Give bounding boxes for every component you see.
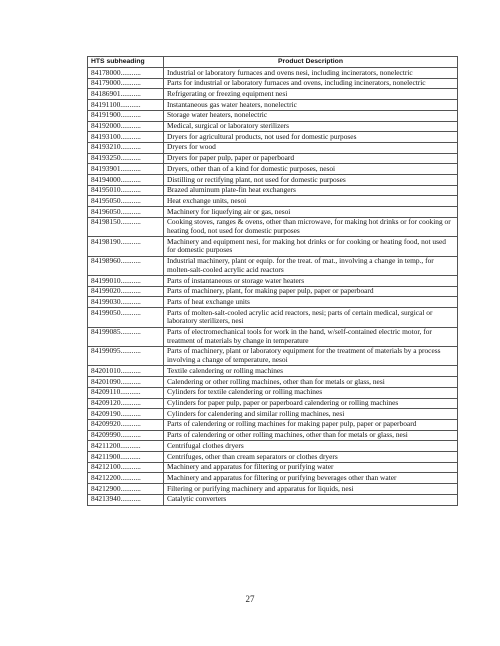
product-description-cell: Parts of calendering or rolling machines for making paper pulp, paper or paperboard — [164, 419, 458, 430]
table-row — [88, 142, 458, 153]
hts-code-cell: 84194000........... — [88, 175, 164, 186]
table-row — [88, 409, 458, 420]
table-row — [88, 327, 458, 346]
table-row — [88, 419, 458, 430]
product-description-cell: Industrial machinery, plant or equip. for the treat. of mat., involving a change in temp., for molten-salt-cooled acrylic acid reactors — [164, 256, 458, 275]
product-description-cell: Parts of molten-salt-cooled acrylic acid reactors, nesi; parts of certain medical, surgical or laboratory sterilizers, nesi — [164, 308, 458, 327]
hts-code-cell: 84209990........... — [88, 430, 164, 441]
hts-code-cell: 84178000........... — [88, 68, 164, 79]
hts-code-cell: 84198190........... — [88, 237, 164, 256]
hts-code-cell: 84211900........... — [88, 452, 164, 463]
product-description-cell: Cylinders for paper pulp, paper or paperboard calendering or rolling machines — [164, 398, 458, 409]
table-row — [88, 132, 458, 143]
table-row — [88, 308, 458, 327]
hts-code-cell: 84213940........... — [88, 494, 164, 505]
table-row — [88, 484, 458, 495]
hts-code-cell: 84209110........... — [88, 387, 164, 398]
table-row — [88, 175, 458, 186]
hts-code-cell: 84191900........... — [88, 110, 164, 121]
hts-code-cell: 84209920........... — [88, 419, 164, 430]
hts-code-cell: 84212200........... — [88, 473, 164, 484]
hts-code-cell: 84195010........... — [88, 185, 164, 196]
product-description-cell: Centrifugal clothes dryers — [164, 441, 458, 452]
hts-code-cell: 84212900........... — [88, 484, 164, 495]
product-description-cell: Cylinders for calendering and similar rolling machines, nesi — [164, 409, 458, 420]
product-description-cell: Storage water heaters, nonelectric — [164, 110, 458, 121]
table-row — [88, 441, 458, 452]
table-row — [88, 153, 458, 164]
product-description-cell: Dryers, other than of a kind for domestic purposes, nesoi — [164, 164, 458, 175]
table-row — [88, 452, 458, 463]
table-row — [88, 346, 458, 365]
table-row — [88, 366, 458, 377]
product-description-cell: Filtering or purifying machinery and apparatus for liquids, nesi — [164, 484, 458, 495]
table-row — [88, 89, 458, 100]
hts-code-cell: 84191100........... — [88, 100, 164, 111]
hts-code-cell: 84193250........... — [88, 153, 164, 164]
table-row — [88, 462, 458, 473]
product-description-cell: Dryers for wood — [164, 142, 458, 153]
hts-code-cell: 84199030........... — [88, 297, 164, 308]
table-row — [88, 68, 458, 79]
product-description-cell: Industrial or laboratory furnaces and ovens nesi, including incinerators, nonelectric — [164, 68, 458, 79]
hts-code-cell: 84201010........... — [88, 366, 164, 377]
table-row — [88, 297, 458, 308]
table-row — [88, 494, 458, 505]
hts-code-cell: 84209120........... — [88, 398, 164, 409]
hts-code-cell: 84212100........... — [88, 462, 164, 473]
table-row — [88, 398, 458, 409]
column-header-product-description: Product Description — [164, 57, 458, 68]
product-description-cell: Dryers for paper pulp, paper or paperboard — [164, 153, 458, 164]
table-row — [88, 78, 458, 89]
product-description-cell: Parts of instantaneous or storage water heaters — [164, 276, 458, 287]
table-row — [88, 387, 458, 398]
hts-code-cell: 84209190........... — [88, 409, 164, 420]
hts-code-cell: 84199010........... — [88, 276, 164, 287]
hts-code-cell: 84211200........... — [88, 441, 164, 452]
product-description-cell: Calendering or other rolling machines, other than for metals or glass, nesi — [164, 377, 458, 388]
table-row — [88, 473, 458, 484]
table-row — [88, 185, 458, 196]
product-description-cell: Parts for industrial or laboratory furnaces and ovens, including incinerators, nonelectric — [164, 78, 458, 89]
table-row — [88, 207, 458, 218]
table-row — [88, 196, 458, 207]
hts-code-cell: 84199085........... — [88, 327, 164, 346]
product-description-cell: Machinery for liquefying air or gas, nesoi — [164, 207, 458, 218]
product-description-cell: Instantaneous gas water heaters, nonelectric — [164, 100, 458, 111]
hts-code-cell: 84192000........... — [88, 121, 164, 132]
product-description-cell: Catalytic converters — [164, 494, 458, 505]
table-row — [88, 256, 458, 275]
table-row — [88, 110, 458, 121]
table-row — [88, 286, 458, 297]
hts-code-cell: 84198150........... — [88, 217, 164, 236]
hts-code-cell: 84193901........... — [88, 164, 164, 175]
product-description-cell: Parts of heat exchange units — [164, 297, 458, 308]
hts-code-cell: 84198960........... — [88, 256, 164, 275]
hts-code-cell: 84193210........... — [88, 142, 164, 153]
product-description-cell: Heat exchange units, nesoi — [164, 196, 458, 207]
table-row — [88, 100, 458, 111]
hts-code-cell: 84201090........... — [88, 377, 164, 388]
product-description-cell: Distilling or rectifying plant, not used for domestic purposes — [164, 175, 458, 186]
product-description-cell: Machinery and apparatus for filtering or purifying beverages other than water — [164, 473, 458, 484]
table-row — [88, 164, 458, 175]
hts-code-cell: 84179000........... — [88, 78, 164, 89]
product-description-cell: Parts of calendering or other rolling machines, other than for metals or glass, nesi — [164, 430, 458, 441]
product-description-cell: Textile calendering or rolling machines — [164, 366, 458, 377]
product-description-cell: Medical, surgical or laboratory sterilizers — [164, 121, 458, 132]
table-row — [88, 276, 458, 287]
table-header-row — [88, 57, 458, 68]
table-row — [88, 217, 458, 236]
page-number: 27 — [245, 594, 255, 604]
hts-table — [87, 56, 458, 506]
hts-code-cell: 84196050........... — [88, 207, 164, 218]
product-description-cell: Refrigerating or freezing equipment nesi — [164, 89, 458, 100]
product-description-cell: Parts of machinery, plant or laboratory equipment for the treatment of materials by a process involving a change of temperature, nesoi — [164, 346, 458, 365]
product-description-cell: Cooking stoves, ranges & ovens, other than microwave, for making hot drinks or for cooking or heating food, not used for domestic purposes — [164, 217, 458, 236]
hts-code-cell: 84186901........... — [88, 89, 164, 100]
column-header-hts-subheading: HTS subheading — [88, 57, 164, 68]
hts-code-cell: 84199095........... — [88, 346, 164, 365]
hts-code-cell: 84193100........... — [88, 132, 164, 143]
product-description-cell: Parts of electromechanical tools for work in the hand, w/self-contained electric motor, for treatment of materials by change in temperature — [164, 327, 458, 346]
product-description-cell: Brazed aluminum plate-fin heat exchangers — [164, 185, 458, 196]
product-description-cell: Centrifuges, other than cream separators or clothes dryers — [164, 452, 458, 463]
product-description-cell: Machinery and equipment nesi, for making hot drinks or for cooking or heating food, not used for domestic purposes — [164, 237, 458, 256]
hts-code-cell: 84199050........... — [88, 308, 164, 327]
product-description-cell: Parts of machinery, plant, for making paper pulp, paper or paperboard — [164, 286, 458, 297]
product-description-cell: Machinery and apparatus for filtering or purifying water — [164, 462, 458, 473]
table-row — [88, 430, 458, 441]
table-row — [88, 121, 458, 132]
hts-code-cell: 84199020........... — [88, 286, 164, 297]
product-description-cell: Dryers for agricultural products, not used for domestic purposes — [164, 132, 458, 143]
product-description-cell: Cylinders for textile calendering or rolling machines — [164, 387, 458, 398]
table-row — [88, 377, 458, 388]
hts-code-cell: 84195050........... — [88, 196, 164, 207]
table-row — [88, 237, 458, 256]
